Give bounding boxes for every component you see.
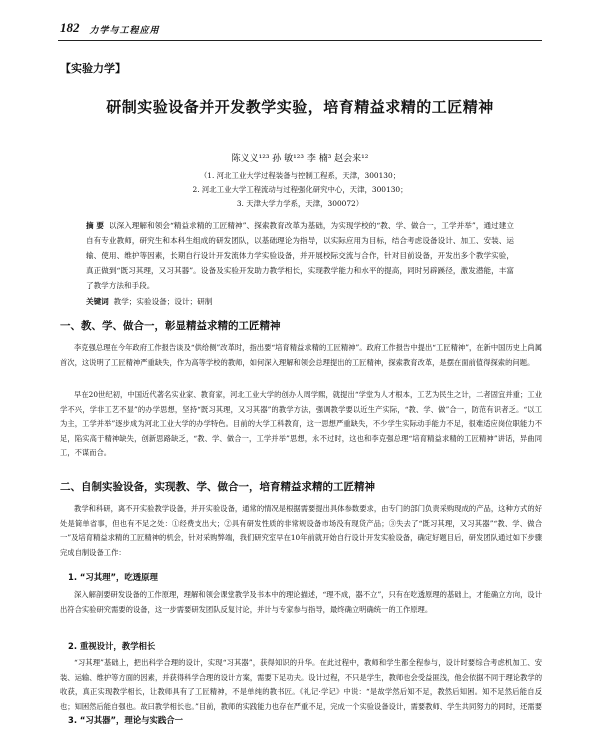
affiliation-3: 3. 天津大学力学系，天津，300072） <box>236 199 364 208</box>
subsection-1-text: 深入解剖要研发设备的工作原理，理解和领会课堂教学及书本中的理论描述，“理不成，器不立”，只有在吃透原理的基础上，才能确立方向，设计出符合实验研究需要的设备，这一步需要研发团队反复讨论，并计与专家参与指导，最终确立明确统一的工作原理。 <box>60 590 542 614</box>
journal-name: 力学与工程应用 <box>89 26 160 36</box>
keywords <box>86 296 514 307</box>
section-2-heading: 二、自制实验设备，实现教、学、做合一，培育精益求精的工匠精神 <box>60 481 375 493</box>
subsection-2-heading: 2. 重视设计，教学相长 <box>68 641 156 651</box>
section-1-paragraph-1: 李克强总理在今年政府工作报告谈及“供给侧”改革时，指出要“培育精益求精的工匠精神”。政府工作报告中提出“工匠精神”，在新中国历史上尚属首次，这说明了工匠精神严重缺失，作为高等学校的教师，如何深入理解和领会总理提出的工匠精神，探索教育改革，是摆在面前值得探索的问题。 <box>60 343 542 367</box>
subsection-1-heading: 1. “习其理”，吃透原理 <box>68 572 158 582</box>
section-2-intro: 教学和科研，离不开实验教学设备，并开实验设备，通常的情况是根据需要提出具体参数要求，由专门的部门负责采购现成的产品，这种方式的好处是简单省事，但也有不足之处：①经费支出大；②具有研发性质的非常规设备市场没有现货产品；③失去了“既习其理，又习其器”“教、学、做合一”及培育精益求精的工匠精神的机会，针对采购弊端，我们研究室早在10年前就开始自行设计开发实验设备，确定好题目后，研发团队通过如下步骤完成自制设备工作： <box>60 504 542 557</box>
keywords-label: 关键词 <box>86 297 109 306</box>
section-1-heading: 一、教、学、做合一，彰显精益求精的工匠精神 <box>60 320 281 332</box>
abstract-text: 以深入理解和领会“精益求精的工匠精神”、探索教育改革为基础，为实现学校的“教、学、做合一，工学并举”，通过建立自有专业教师，研究生和本科生组成的研发团队，以基础理论为指导，以实际应用为目标，结合考虑设备设计、加工、安装、运输、使用、维护等因素，长期自行设计开发流体力学实验设备，并开展校际交流与合作，针对目前设备，开发出多个教学实验，真正做到“既习其理，又习其器”。设备及实验开发助力教学相长，实现教学能力和水平的提高，同时另辟蹊径，激发潜能，丰富了教学方法和手段。 <box>86 221 514 290</box>
running-header <box>60 14 160 36</box>
header-rule <box>58 40 542 41</box>
column-label: 【实验力学】 <box>60 62 126 75</box>
affiliation-2: 2. 河北工业大学工程流动与过程强化研究中心，天津，300130； <box>192 185 408 194</box>
page-number: 182 <box>60 20 80 35</box>
abstract <box>86 218 514 293</box>
abstract-label: 摘 要 <box>86 221 104 230</box>
author-list: 陈义义¹²³ 孙 敏¹²³ 李 楠³ 赵会来¹² <box>231 154 369 164</box>
subsection-2-text: “习其理”基础上，把出科学合理的设计，实现“习其器”，获得知识的升华。在此过程中，教师和学生都全程参与，设计时要综合考虑机加工、安装、运输、维护等方面的因素，并获得科学合理的设计方案，需要下足功夫。设计过程，不只是学生，教师也会受益匪浅，他会依据不同于理论教学的收获，真正实现教学相长，让教师具有了工匠精神，不是单纯的教书匠。《礼记·学记》中说：“是故学然后知不足，教然后知困。知不足然后能自反也；知困然后能自强也。故曰教学相长也。”目前，教师的实践能力也存在严重不足，完成一个实验设备设计，需要教师、学生共同努力的同时，还需要 <box>60 658 542 711</box>
keywords-text: 教学；实验设备；设计；研制 <box>113 297 213 306</box>
subsection-3-heading: 3. “习其器”，理论与实践合一 <box>68 715 184 725</box>
article-title: 研制实验设备并开发教学实验，培育精益求精的工匠精神 <box>106 98 494 116</box>
section-1-paragraph-2: 早在20世纪初，中国近代著名实业家、教育家，河北工业大学的创办人周学熙，就提出“学堂为人才根本，工艺为民生之计，二者固宜并重；工业学不兴，学非工艺不显”的办学思想，坚持“既习其理，又习其器”的教学方法，强调教学要以近生产实际，“教、学、做”合一，防范有识者乏。“以工为主，工学并举”逐步成为河北工业大学的办学特色。目前的大学工科教育，这一思想严重缺失，不少学生实际动手能力不足，很难适应岗位职能力不足，陷实高于精神缺失，创新思路缺乏，“教、学、做合一，工学并举”思想，永不过时，这也和李克强总理“培育精益求精的工匠精神”讲话，异曲同工，不谋而合。 <box>60 390 542 458</box>
affiliation-1: （1. 河北工业大学过程装备与控制工程系，天津，300130； <box>199 171 401 180</box>
